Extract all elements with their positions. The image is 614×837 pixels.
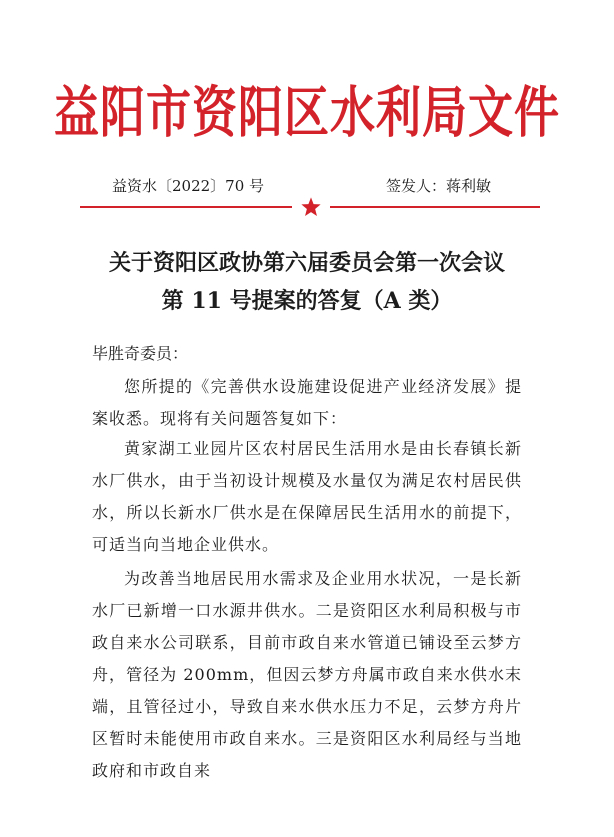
star-icon <box>300 196 322 218</box>
body-paragraph-3: 为改善当地居民用水需求及企业用水状况，一是长新水厂已新增一口水源井供水。二是资阳区水利局积极与市政自来水公司联系，目前市政自来水管道已铺设至云梦方舟，管径为 200mm，但因云梦方舟属市政自来水供水末端，且管径过小，导致自来水供水压力不足，云梦方舟片区暂时未能使用市政自来水。三是资阳区水利局经与当地政府和市政自来 <box>92 569 522 780</box>
document-number: 益资水〔2022〕70 号 <box>112 177 265 195</box>
body-paragraph-2: 黄家湖工业园片区农村居民生活用水是由长春镇长新水厂供水，由于当初设计规模及水量仅为满足农村居民供水，所以长新水厂供水是在保障居民生活用水的前提下，可适当向当地企业供水。 <box>92 439 522 554</box>
subject-line-1: 关于资阳区政协第六届委员会第一次会议 <box>108 250 505 276</box>
header-divider <box>80 200 540 214</box>
body-paragraph-1: 您所提的《完善供水设施建设促进产业经济发展》提案收悉。现将有关问题答复如下： <box>92 377 522 428</box>
divider-line-left <box>80 206 292 208</box>
org-header-title: 益阳市资阳区水利局文件 <box>53 80 560 145</box>
salutation: 毕胜奇委员： <box>92 344 189 363</box>
subject-line-2: 第 11 号提案的答复（A 类） <box>161 288 453 314</box>
signer: 签发人：蒋利敏 <box>386 177 492 195</box>
divider-line-right <box>330 206 540 208</box>
